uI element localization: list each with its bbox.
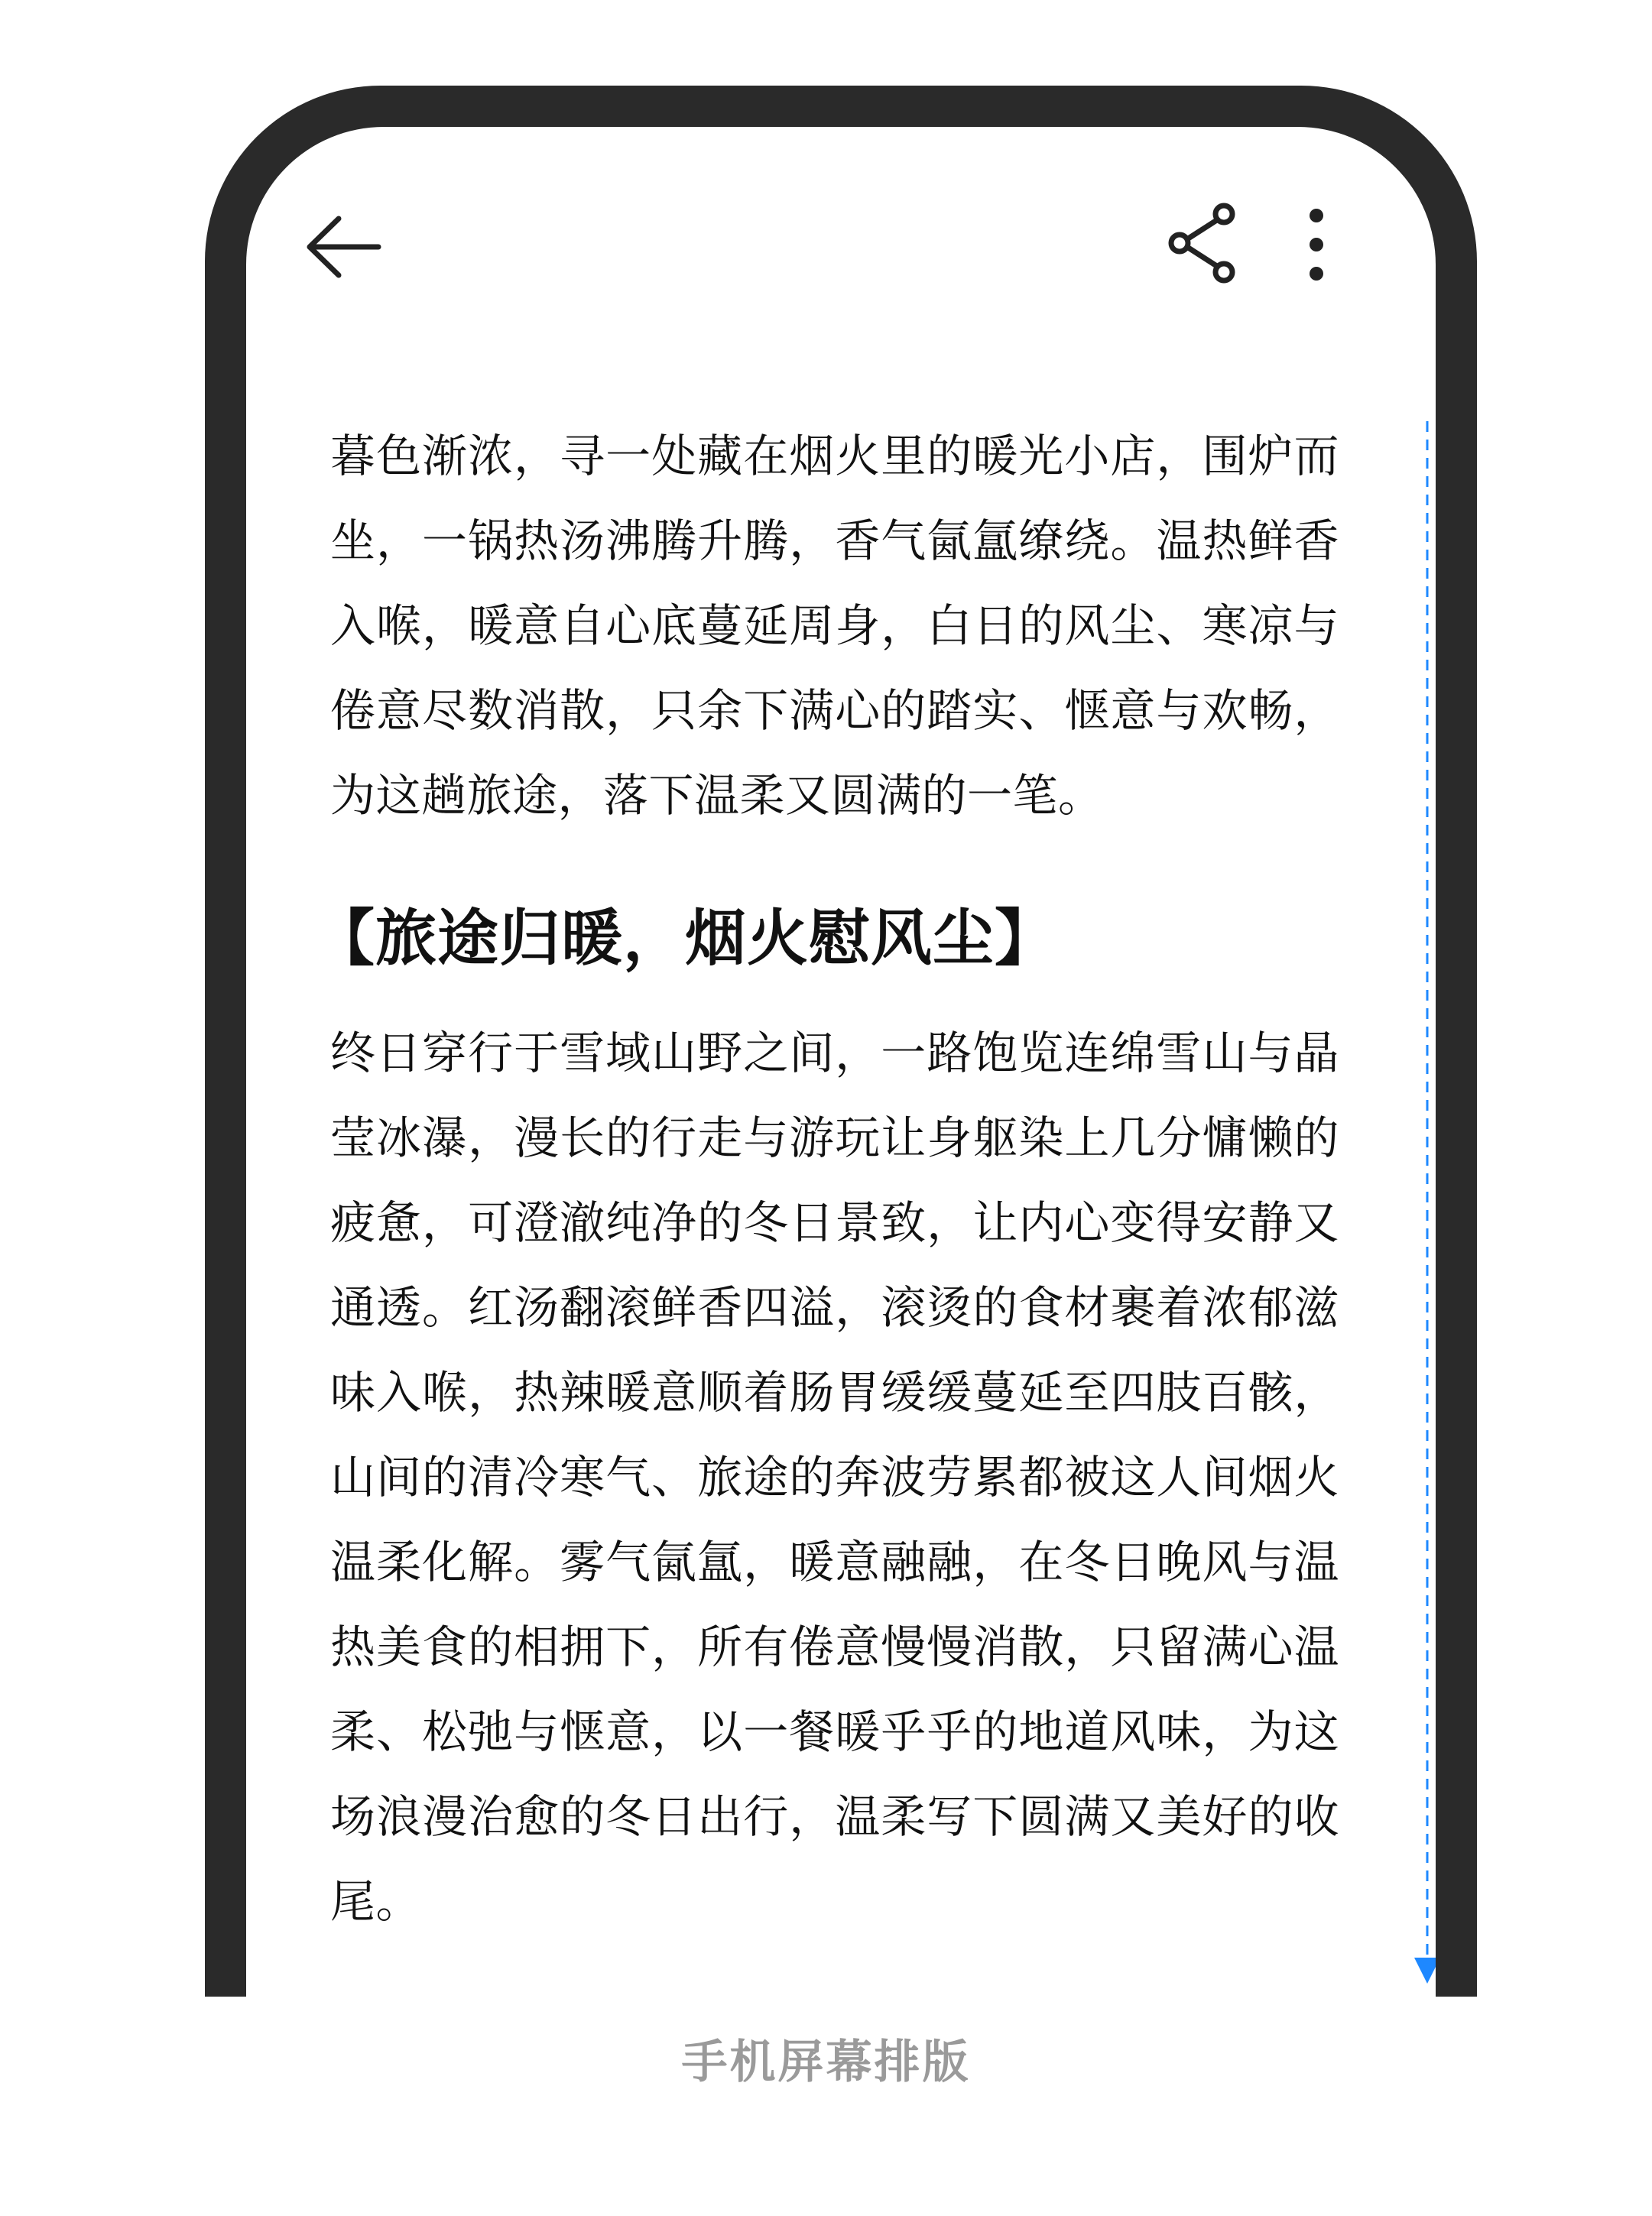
section-paragraph: 终日穿行于雪域山野之间，一路饱览连绵雪山与晶莹冰瀑，漫长的行走与游玩让身躯染上几分慵懒的疲惫，可澄澈纯净的冬日景致，让内心变得安静又通透。红汤翻滚鲜香四溢，滚烫的食材裹着浓郁滋味入喉，热辣暖意顺着肠胃缓缓蔓延至四肢百骸，山间的清冷寒气、旅途的奔波劳累都被这人间烟火温柔化解。雾气氤氲，暖意融融，在冬日晚风与温热美食的相拥下，所有倦意慢慢消散，只留满心温柔、松弛与惬意，以一餐暖乎乎的地道风味，为这场浪漫治愈的冬日出行，温柔写下圆满又美好的收尾。	[330, 1027, 1339, 1928]
article-content	[313, 414, 1339, 1944]
section-heading: 【旅途归暖，烟火慰风尘】	[313, 903, 1056, 974]
phone-screen	[246, 127, 1436, 1997]
caption: 手机屏幕排版	[681, 2036, 971, 2089]
share-icon[interactable]	[1166, 202, 1241, 284]
phone-frame	[205, 86, 1477, 1997]
scroll-down-arrow-icon	[1414, 1958, 1436, 1984]
scroll-indicator[interactable]	[1408, 421, 1436, 1988]
more-vertical-icon[interactable]	[1301, 206, 1332, 283]
intro-paragraph: 暮色渐浓，寻一处藏在烟火里的暖光小店，围炉而坐，一锅热汤沸腾升腾，香气氤氲缭绕。温热鲜香入喉，暖意自心底蔓延周身，白日的风尘、寒凉与倦意尽数消散，只余下满心的踏实、惬意与欢畅，为这趟旅途，落下温柔又圆满的一笔。	[330, 430, 1339, 822]
arrow-left-icon[interactable]	[303, 213, 383, 281]
